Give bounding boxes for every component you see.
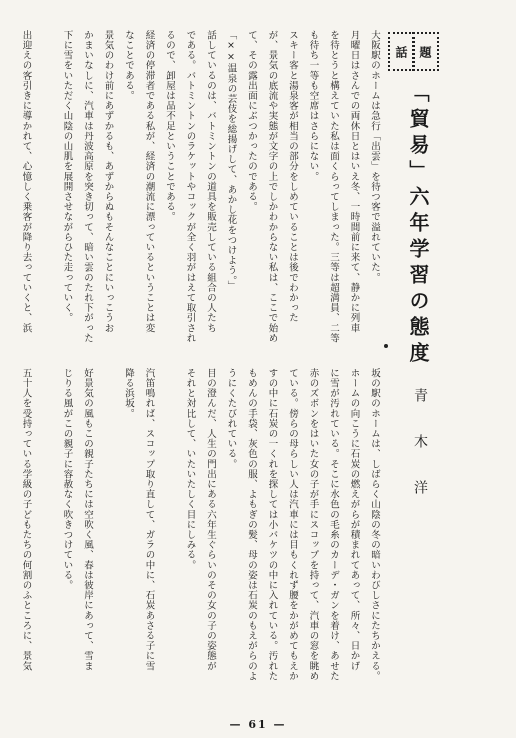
text-column: 経済の停滞者である私が、経済の潮流に漂っているということは変 — [143, 30, 155, 333]
article-title: 「貿易」六年学習の態度 — [406, 82, 430, 368]
text-column: て、その露出面にぶつかったのである。 — [246, 30, 257, 212]
text-column: 景気のわけ前にあずかるも、あずからぬもそんなことにいっこうお — [102, 30, 114, 333]
talk-badge-label: 話 — [394, 45, 408, 58]
text-column: もめんの手袋、灰色の服、よもぎの髪、母の姿は石炭のもえがらのよ — [246, 368, 257, 682]
text-column: 「××温泉の芸伎を総揚げして、あかし花をつけよう。」 — [225, 30, 237, 291]
text-column: ている。傍らの母らしい人は汽車には目もくれず腰をかがめてもえか — [287, 368, 298, 682]
text-column: それと対比して、いたいたしく目にしみる。 — [184, 368, 196, 570]
text-column — [34, 368, 55, 698]
text-column — [157, 368, 178, 698]
author-dot-icon — [384, 344, 388, 348]
text-column: も待ち一等も空席はさらにない。 — [307, 30, 319, 182]
text-column — [95, 368, 116, 698]
title-badge — [412, 32, 439, 71]
text-column: 出迎えの客引きに導かれて、心憶しく乗客が降り去っていくと、浜 — [20, 30, 32, 333]
text-column: スキー客と湯泉客が相当の部分をしめていることは後でわかった — [287, 30, 298, 323]
text-column: 目の澄んだ、人生の門出にある六年生ぐらいのその女の子の姿態が — [205, 368, 216, 671]
page-number: — 61 — — [229, 718, 287, 731]
text-column: 五十人を受持っている学級の子どもたちの何割のふところに、景気 — [20, 368, 32, 671]
text-column: 月曜日はさんでの両休日とはいえ冬、一時間前に来て、静かに列車 — [348, 30, 360, 333]
text-column: すの中に石炭の一くれを探しては小バケツの中に入れている。汚れた — [266, 368, 278, 682]
text-column: なことである。 — [123, 30, 134, 101]
text-column: 下に雪をいただく山陰の山肌を展開させながらひた走っていく。 — [61, 30, 73, 323]
text-column: 話しているのは、バトミントンの道具を販売している組合の人たち — [205, 30, 216, 333]
text-column: 大阪駅のホームは急行「出雲」を待つ客で溢れていた。 — [369, 30, 380, 283]
text-column: である。バトミントンのラケットやコックが全く羽がはえて取引され — [184, 30, 196, 344]
text-column: 赤のズボンをはいた女の子が手にスコップを持って、汽車の窓を眺め — [307, 368, 319, 682]
text-column: 好景気の風もこの親子たちには空吹く風、春は彼岸にあって、雪ま — [82, 368, 93, 671]
text-column: じりる風がこの親子に容赦なく吹きつけている。 — [61, 368, 73, 591]
text-column — [34, 30, 55, 350]
text-column: 汽笛鳴れば、スコップ取り直して、ガラの中に、石炭あさる子に雪 — [143, 368, 155, 671]
text-column: かまいなしに、汽車は丹波高原を突き切って、暗い雲のたれ下がった — [82, 30, 93, 344]
talk-badge — [388, 32, 415, 71]
text-column: ホームの向こうに石炭の燃えがらが積まれてあって、所々、日かげ — [348, 368, 360, 671]
text-column: を待とうと構えていた私は面くらってしまった。三等は超満員、二等 — [328, 30, 339, 344]
text-column: 坂の駅のホームは、しばらく山陰の冬の暗いわびしさにたちかえる。 — [369, 368, 380, 682]
text-column: 降る浜坂。 — [123, 368, 134, 419]
text-column: に雪が汚れている。そこに水色の毛糸のカーデ・ガンを着け、あせた — [328, 368, 339, 682]
text-column: が、景気の底流や実態が文字の上でしかわからない私は、ここで始め — [266, 30, 278, 344]
text-column: るので、卸屋は品不足ということである。 — [164, 30, 175, 222]
text-column: うにくたびれている。 — [225, 368, 237, 469]
author-name: 青木洋 — [412, 388, 428, 526]
title-badge-label: 題 — [418, 45, 432, 58]
